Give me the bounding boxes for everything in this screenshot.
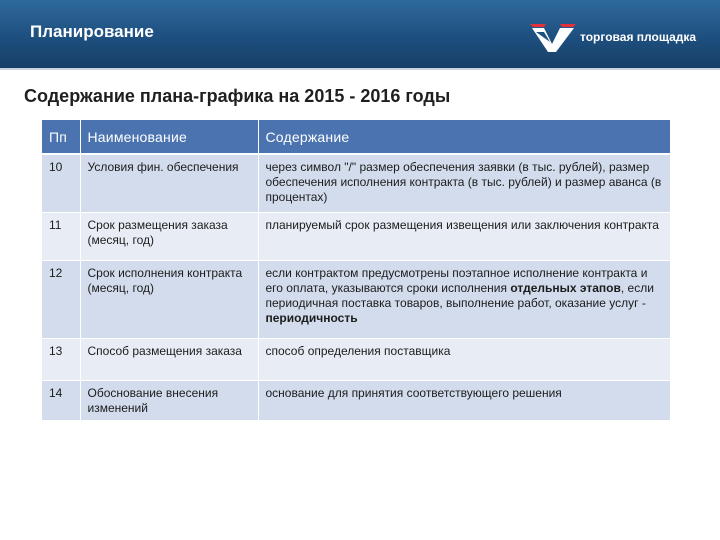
logo [530, 18, 710, 58]
logo-wings-icon [530, 20, 576, 56]
row-name-line: Срок исполнения контракта [87, 265, 243, 280]
row-name: Обоснование внесения изменений [80, 380, 258, 420]
table-row [42, 380, 670, 420]
column-header-content: Содержание [258, 120, 670, 154]
table-row [42, 212, 670, 260]
row-content: планируемый срок размещения извещения или заключения контракта [258, 212, 670, 260]
row-number: 13 [42, 338, 80, 380]
table-row [42, 338, 670, 380]
logo-text: торговая площадка [580, 30, 697, 44]
row-number: 12 [42, 260, 80, 338]
row-content: способ определения поставщика [258, 338, 670, 380]
slide-title: Содержание плана-графика на 2015 - 2016 годы [24, 86, 451, 106]
row-content-emphasis: отдельных этапов [510, 280, 621, 295]
column-header-name: Наименование [80, 120, 258, 154]
row-name: Условия фин. обеспечения [80, 154, 258, 212]
row-content-text: если контрактом предусмотрены поэтапное исполнение контракта и его оплата, указываются сроки исполнения [265, 265, 648, 295]
row-name: Способ размещения заказа [80, 338, 258, 380]
row-content-text: , если периодичная поставка товаров, выполнение работ, оказание услуг - [265, 280, 654, 310]
row-name [80, 260, 258, 338]
column-header-number: Пп [42, 120, 80, 154]
table-row [42, 260, 670, 338]
row-number: 10 [42, 154, 80, 212]
table-header-row [42, 120, 670, 154]
row-content: основание для принятия соответствующего решения [258, 380, 670, 420]
row-number: 11 [42, 212, 80, 260]
header-title: Планирование [30, 22, 154, 41]
header [0, 0, 720, 70]
header-divider [0, 68, 720, 70]
row-content [258, 260, 670, 338]
row-number: 14 [42, 380, 80, 420]
table-row [42, 154, 670, 212]
row-name: Срок размещения заказа (месяц, год) [80, 212, 258, 260]
row-name-line: (месяц, год) [87, 280, 154, 295]
plan-table [42, 120, 671, 421]
row-content-emphasis: периодичность [265, 310, 358, 325]
row-content: через символ "/" размер обеспечения заявки (в тыс. рублей), размер обеспечения исполнения контракта (в тыс. рублей) и размер аванса (в процентах) [258, 154, 670, 212]
